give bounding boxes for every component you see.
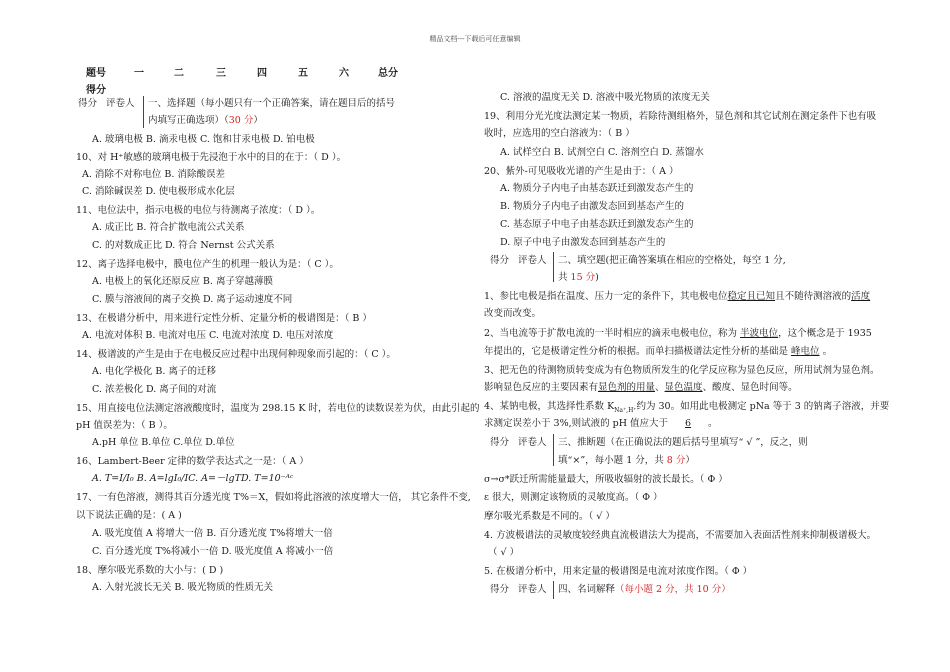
sec1-score-label: 得分 xyxy=(78,98,98,109)
right-line: C. 溶液的温度无关 D. 溶液中吸光物质的浓度无关 xyxy=(500,92,710,103)
sec4-score-label: 得分 xyxy=(490,584,510,595)
left-line: 15、用直接电位法测定溶液酸度时，温度为 298.15 K 时，若电位的读数误差为伏，由此引起的 xyxy=(76,403,480,414)
sec4-points: （每小题 2 分，共 10 分） xyxy=(615,584,731,595)
score-header-cell: 一 xyxy=(134,68,144,79)
fill-q4-cont: 求测定误差小于 3%,则试液的 pH 值应大于 6 。 xyxy=(484,418,718,429)
left-line: A.pH 单位 B.单位 C.单位 D.单位 xyxy=(92,437,235,448)
left-line: C. 膜与溶液间的离子交换 D. 离子运动速度不同 xyxy=(92,294,293,305)
left-line: A. 消除不对称电位 B. 消除酸误差 xyxy=(82,169,225,180)
answer-blank: 活度 xyxy=(851,291,871,302)
sec3-title-cont: 填“×”，每小题 1 分，共 8 分） xyxy=(558,455,695,466)
left-line: 10、对 H⁺敏感的玻璃电极于先浸泡于水中的目的在于：（ D ）。 xyxy=(76,152,347,163)
right-line: A. 试样空白 B. 试剂空白 C. 溶剂空白 D. 蒸馏水 xyxy=(500,147,704,158)
right-line: 20、紫外-可见吸收光谱的产生是由于：（ A ） xyxy=(484,166,679,177)
fill-q1-cont: 改变而改变。 xyxy=(484,308,542,319)
left-line: 12、离子选择电极中，膜电位产生的机理一般认为是：（ C ）。 xyxy=(76,259,339,270)
left-line: A. 玻璃电极 B. 滴汞电极 C. 饱和甘汞电极 D. 铂电极 xyxy=(92,134,315,145)
answer-blank: 峰电位 xyxy=(791,346,820,357)
score-header-cell: 四 xyxy=(257,68,267,79)
left-line: 13、在极谱分析中，用来进行定性分析、定量分析的极谱图是：（ B ） xyxy=(76,313,372,324)
left-line: A. 电极上的氧化还原反应 B. 离子穿越薄膜 xyxy=(92,276,273,287)
sec3-title: 三、推断题（在正确说法的题后括号里填写“ √ ”，反之，则 xyxy=(558,437,808,448)
right-line: 19、利用分光光度法测定某一物质，若除待测组格外，显色剂和其它试剂在测定条件下也有吸 xyxy=(484,111,877,122)
answer-blank: 显色剂的用量 xyxy=(598,382,656,393)
sec3-score-label: 得分 xyxy=(490,437,510,448)
right-line: C. 基态原子中电子由基态跃迁到激发态产生的 xyxy=(500,219,694,230)
left-line: C. 消除碱误差 D. 使电极形成水化层 xyxy=(82,186,235,197)
judge-item: σ→σ*跃迁所需能量最大，所吸收辐射的波长最长。（ Φ ） xyxy=(484,474,728,485)
left-line: A. T=I/I₀ B. A=lgI₀/IC. A=－lgTD. T=10⁻ᴬᶜ xyxy=(92,473,294,484)
sec1-grader-label: 评卷人 xyxy=(106,98,135,109)
answer-blank: 半波电位 xyxy=(740,328,779,339)
left-line: A. 电流对体积 B. 电流对电压 C. 电流对浓度 D. 电压对浓度 xyxy=(82,330,334,341)
sec4-divider xyxy=(553,581,554,599)
answer-blank: 显色温度 xyxy=(664,382,703,393)
sec2-points: 15 分 xyxy=(570,272,596,283)
sec1-title-cont: 内填写正确选项）（30 分） xyxy=(148,115,263,126)
answer-blank: 6 xyxy=(685,418,692,429)
page-header: 精品文档---下载后可任意编辑 xyxy=(429,35,521,43)
fill-q4: 4、某钠电极，其选择性系数 $K_{Na^+,H^+}$约为 30。如用此电极测定 pNa 等于 3 的钠离子溶液，并要 xyxy=(484,401,890,414)
score-header-cell: 五 xyxy=(298,68,308,79)
sec2-score-label: 得分 xyxy=(490,255,510,266)
fill-q2-cont: 年提出的，它是极谱定性分析的根据。而单扫描极谱法定性分析的基础是 峰电位 。 xyxy=(484,346,833,357)
score-header-cell: 总分 xyxy=(378,68,398,79)
score-header-cell: 题号 xyxy=(86,68,106,79)
judge-item: （ √ ） xyxy=(488,547,520,558)
left-line: C. 的对数成正比 D. 符合 Nernst 公式关系 xyxy=(92,240,275,251)
sec3-grader-label: 评卷人 xyxy=(518,437,547,448)
left-line: A. 吸光度值 A 将增大一倍 B. 百分透光度 T%将增大一倍 xyxy=(92,528,333,539)
sec2-title: 二、填空题(把正确答案填在相应的空格处，每空 1 分, xyxy=(558,255,786,266)
score-header-cell: 三 xyxy=(216,68,226,79)
left-line: 16、Lambert-Beer 定律的数学表达式之一是：（ A ） xyxy=(76,456,309,467)
score-row-label: 得分 xyxy=(86,85,106,96)
sec2-title-cont: 共 15 分) xyxy=(558,272,599,283)
left-line: A. 电化学极化 B. 离子的迁移 xyxy=(92,366,216,377)
right-line: 收时，应选用的空白溶液为：（ B ） xyxy=(484,128,635,139)
sec3-points: 8 分 xyxy=(666,455,686,466)
left-line: A. 入射光波长无关 B. 吸光物质的性质无关 xyxy=(92,582,273,593)
left-line: 17、一有色溶液，测得其百分透光度 T%＝X，假如将此溶液的浓度增大一倍， 其它条件不变, xyxy=(76,492,471,503)
score-header-cell: 六 xyxy=(339,68,349,79)
sec2-divider xyxy=(553,252,554,282)
fill-q3: 3、把无色的待测物质转变成为有色物质所发生的化学反应称为显色反应，所用试剂为显色剂。 xyxy=(484,365,880,376)
judge-item: 4. 方波极谱法的灵敏度较经典直流极谱法大为提高，不需要加入表面活性剂来抑制极谱极大。 xyxy=(484,530,877,541)
fill-q2: 2、当电流等于扩散电流的一半时相应的滴汞电极电位，称为 半波电位，这个概念是于 1935 xyxy=(484,328,872,339)
sec1-points: 30 分 xyxy=(228,115,254,126)
left-line: 11、电位法中，指示电极的电位与待测离子浓度：（ D ）。 xyxy=(76,205,321,216)
left-line: C. 百分透光度 T%将减小一倍 D. 吸光度值 A 将减小一倍 xyxy=(92,546,334,557)
score-header-cell: 二 xyxy=(174,68,184,79)
sec1-divider xyxy=(143,96,144,128)
answer-blank: 稳定且已知 xyxy=(727,291,776,302)
fill-q1: 1、参比电极是指在温度、压力一定的条件下，其电极电位稳定且已知且不随待测溶液的活度 xyxy=(484,291,871,302)
sec4-grader-label: 评卷人 xyxy=(518,584,547,595)
left-line: 18、摩尔吸光系数的大小与：( D ) xyxy=(76,565,224,576)
left-line: 14、极谱波的产生是由于在电极反应过程中出现何种现象而引起的：（ C ）。 xyxy=(76,349,396,360)
sec3-divider xyxy=(553,434,554,466)
right-line: A. 物质分子内电子由基态跃迁到激发态产生的 xyxy=(500,183,694,194)
sec4-title: 四、名词解释（每小题 2 分，共 10 分） xyxy=(558,584,731,595)
judge-item: 摩尔吸光系数是不同的。（ √ ） xyxy=(484,511,615,522)
right-line: D. 原子中电子由激发态回到基态产生的 xyxy=(500,237,666,248)
left-line: A. 成正比 B. 符合扩散电流公式关系 xyxy=(92,222,245,233)
sec2-grader-label: 评卷人 xyxy=(518,255,547,266)
judge-item: ε 很大，则测定该物质的灵敏度高。（ Φ ） xyxy=(484,492,663,503)
judge-item: 5. 在极谱分析中，用来定量的极谱图是电流对浓度作图。（ Φ ） xyxy=(484,566,753,577)
left-line: pH 值误差为：（ B ）。 xyxy=(76,420,173,431)
left-line: 以下说法正确的是：( A ) xyxy=(76,510,182,521)
right-line: B. 物质分子内电子由激发态回到基态产生的 xyxy=(500,201,685,212)
fill-q3-cont: 影响显色反应的主要因素有显色剂的用量、显色温度、酸度、显色时间等。 xyxy=(484,382,798,393)
sec1-title: 一、选择题（每小题只有一个正确答案，请在题目后的括号 xyxy=(148,98,396,109)
left-line: C. 浓差极化 D. 离子间的对流 xyxy=(92,384,217,395)
